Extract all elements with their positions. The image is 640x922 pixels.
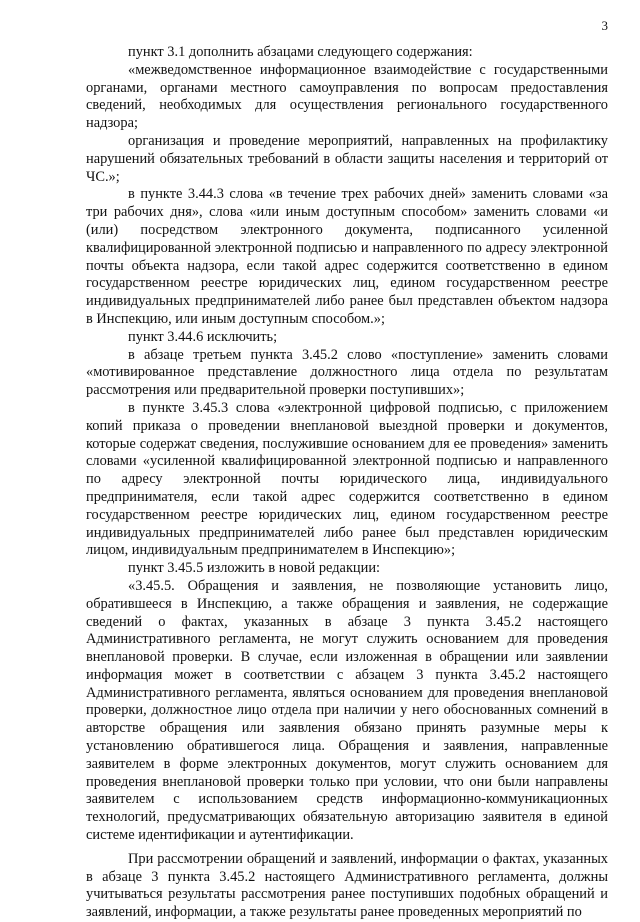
paragraph-clause-3-45-5-intro: пункт 3.45.5 изложить в новой редакции: [128,560,381,577]
paragraph-clause-3-45-2: в абзаце третьем пункта 3.45.2 слово «поступление» заменить словами «мотивированное представление должностного лица отдела по результатам рассмотрения или предварительной проверки поступивших»; [86,346,608,399]
paragraph-consideration-rules: При рассмотрении обращений и заявлений, информации о фактах, указанных в абзаце 3 пункта 3.45.2 настоящего Административного регламента, должны учитываться результаты рассмотрения ранее поступивших подобных обращений и заявлений, информации, а также результаты ранее проведенных мероприятий по [86,850,608,921]
paragraph-clause-3-44-3: в пункте 3.44.3 слова «в течение трех рабочих дней» заменить словами «за три рабочих дня», слова «или иным доступным способом» заменить словами «и (или) посредством электронного документа, подписанного усиленной квалифицированной электронной подписью и направленного по адресу электронной почты объекта надзора, если такой адрес содержится соответственно в едином государственном реестре юридических лиц, едином государственном реестре индивидуальных предпринимателей либо ранее был представлен объектом надзора в Инспекцию, или иным доступным способом.»; [86,186,608,327]
paragraph-clause-3-44-6: пункт 3.44.6 исключить; [128,328,278,345]
paragraph-interagency-interaction: «межведомственное информационное взаимодействие с государственными органами, органами местного самоуправления по вопросам предоставления сведений, необходимых для осуществления регионального государственного надзора; [86,61,608,132]
paragraph-clause-3-45-3: в пункте 3.45.3 слова «электронной цифровой подписью, с приложением копий приказа о проведении внеплановой выездной проверки и документов, которые содержат сведения, послужившие основанием для ее проведения» заменить словами «усиленной квалифицированной электронной подписью и направленного по адресу электронной почты юридического лица, индивидуального предпринимателя, если такой адрес содержится соответственно в едином государственном реестре юридических лиц, едином государственном реестре индивидуальных предпринимателей либо ранее был представлен юридическим лицом, индивидуальным предпринимателем в Инспекцию»; [86,399,608,559]
paragraph-clause-3-1: пункт 3.1 дополнить абзацами следующего содержания: [128,44,473,60]
paragraph-clause-3-45-5-text: «3.45.5. Обращения и заявления, не позволяющие установить лицо, обратившееся в Инспекцию, а также обращения и заявления, не содержащие сведений о фактах, указанных в абзаце 3 пункта 3.45.2 настоящего Административного регламента, не могут служить основанием для проведения внеплановой проверки. В случае, если изложенная в обращении или заявлении информация может в соответствии с абзацем 3 пункта 3.45.2 настоящего Административного регламента, являться основанием для проведения внеплановой проверки, должностное лицо отдела при наличии у него обоснованных сомнений в авторстве обращения или заявления обязано принять разумные меры к установлению обратившегося лица. Обращения и заявления, направленные заявителем в форме электронных документов, могут служить основанием для проведения внеплановой проверки только при условии, что они были направлены заявителем с использованием средств информационно-коммуникационных технологий, предусматривающих обязательную авторизацию заявителя в единой системе идентификации и аутентификации. [86,577,608,844]
document-body [86,44,608,922]
page-number: 3 [601,18,608,33]
paragraph-prevention-measures: организация и проведение мероприятий, направленных на профилактику нарушений обязательных требований в области защиты населения и территорий от ЧС.»; [86,132,608,185]
